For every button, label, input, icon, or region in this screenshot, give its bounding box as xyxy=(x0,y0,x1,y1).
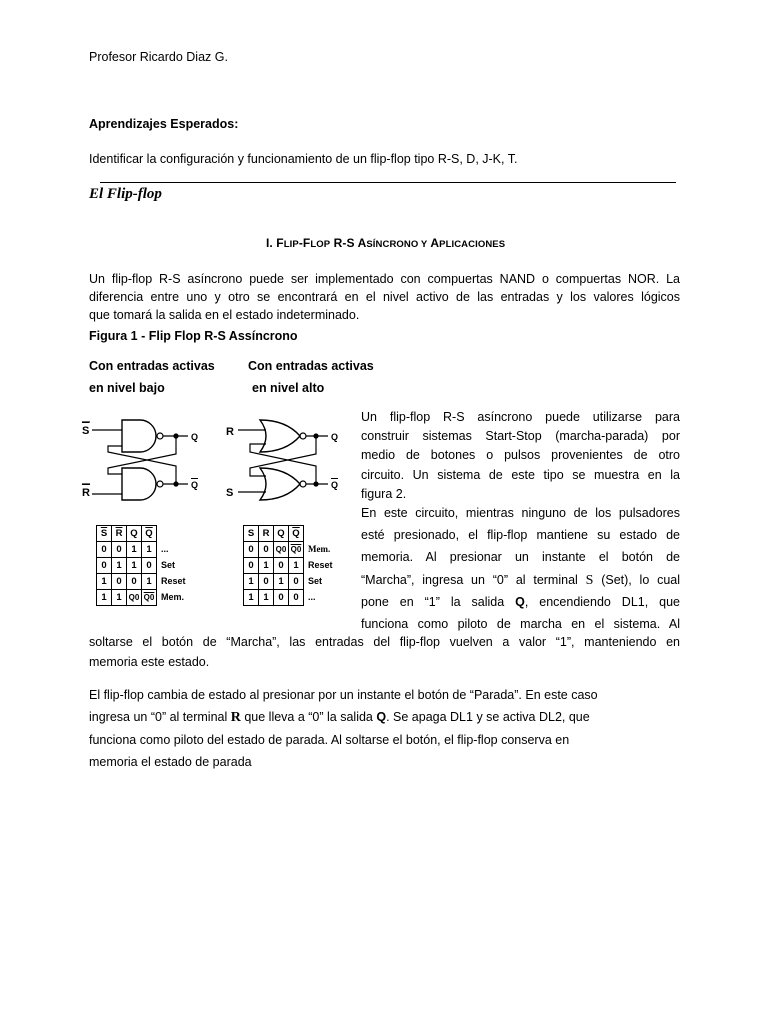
right-paragraph xyxy=(361,408,680,634)
table-cell: 1 xyxy=(112,590,127,606)
para3-line-1: El flip-flop cambia de estado al presionar por un instante el botón de “Parada”. En este caso xyxy=(89,688,598,702)
nand-input-bottom-label: R xyxy=(82,487,90,499)
intro-line-1: Un flip-flop R-S asíncrono puede ser implementado con compuertas NAND o compuertas NOR. La xyxy=(89,272,680,286)
para3-line-2: ingresa un “0” al terminal R que lleva a “0” la salida Q. Se apaga DL1 y se activa DL2, que xyxy=(89,710,590,725)
table-cell: 0 xyxy=(274,590,289,606)
para3-line-4: memoria el estado de parada xyxy=(89,755,252,769)
table-cell: 1 xyxy=(127,542,142,558)
table-header: $\overline{R}$ xyxy=(112,526,127,542)
table-note: ... xyxy=(308,592,316,602)
table-header-row xyxy=(97,526,200,542)
nor-input-bottom-label: S xyxy=(226,487,234,499)
table-row xyxy=(97,542,200,558)
table-cell: 1 xyxy=(112,558,127,574)
table-row xyxy=(97,590,200,606)
nand-gate-top xyxy=(122,420,156,452)
table-cell: 0 xyxy=(289,590,304,606)
right-line-1: Un flip-flop R-S asíncrono puede utilizarse para xyxy=(361,410,680,424)
table-row xyxy=(97,558,200,574)
label-high-line2: en nivel alto xyxy=(252,381,325,395)
table-cell: 0 xyxy=(274,558,289,574)
para2-line-1: En este circuito, mientras ninguno de los pulsadores xyxy=(361,506,680,521)
label-low-line1: Con entradas activas xyxy=(89,359,215,373)
table-row xyxy=(97,574,200,590)
para3 xyxy=(89,684,679,773)
table-cell: Q0 xyxy=(289,542,304,558)
table-header: $\overline{S}$ xyxy=(97,526,112,542)
table-note xyxy=(304,526,347,542)
table-cell: 0 xyxy=(259,574,274,590)
table-note: Mem. xyxy=(161,592,185,602)
nand-input-top-label: S xyxy=(82,425,90,437)
para2-line-2: esté presionado, el flip-flop mantiene su estado de xyxy=(361,528,680,543)
table-cell: 1 xyxy=(274,574,289,590)
table-cell: 0 xyxy=(142,558,157,574)
nor-gate-top xyxy=(260,420,300,452)
table-cell: Q0 xyxy=(274,542,289,558)
table-row xyxy=(244,558,347,574)
table-header-row xyxy=(244,526,347,542)
section-title: El Flip-flop xyxy=(89,186,162,202)
author-line: Profesor Ricardo Diaz G. xyxy=(89,50,228,64)
nand-flipflop-diagram xyxy=(80,410,220,506)
table-cell: 1 xyxy=(97,574,112,590)
section-heading: I. FLIP-FLOP R-S ASÍNCRONO Y APLICACIONES xyxy=(266,236,506,250)
table-cell: 0 xyxy=(97,542,112,558)
table-note: Reset xyxy=(308,560,333,570)
table-cell: 0 xyxy=(244,542,259,558)
table-cell: 1 xyxy=(142,542,157,558)
overbar-r xyxy=(82,484,90,485)
para2-line-7: soltarse el botón de “Marcha”, las entradas del flip-flop vuelven a valor “1”, manteniendo en xyxy=(89,635,680,649)
table-cell: 0 xyxy=(259,542,274,558)
para2-line-5: pone en “1” la salida Q, encendiendo DL1, que xyxy=(361,594,681,609)
table-header: S xyxy=(244,526,259,542)
para2-continued xyxy=(89,633,680,672)
right-line-2: construir sistemas Start-Stop (marcha-parada) por xyxy=(361,429,680,444)
table-note: Set xyxy=(161,560,176,570)
table-cell: 1 xyxy=(127,558,142,574)
right-line-4: circuito. Un sistema de este tipo se muestra en la xyxy=(361,467,680,482)
nor-input-top-label: R xyxy=(226,426,234,438)
table-row xyxy=(244,574,347,590)
intro-line-2: diferencia entre uno y otro se encontrará en el nivel activo de las entradas y los valores lógicos xyxy=(89,290,680,304)
overbar-q-nor xyxy=(331,478,338,479)
table-header: Q xyxy=(127,526,142,542)
para2-line-8: memoria este estado. xyxy=(89,654,210,669)
table-header: $\overline{Q}$ xyxy=(289,526,304,542)
nor-gate-bottom xyxy=(260,468,300,500)
label-high-line1: Con entradas activas xyxy=(248,359,374,373)
table-cell: 1 xyxy=(259,590,274,606)
objectives-text: Identificar la configuración y funcionamiento de un flip-flop tipo R-S, D, J-K, T. xyxy=(89,152,518,166)
table-cell: 0 xyxy=(289,574,304,590)
table-cell: 0 xyxy=(97,558,112,574)
table-header: Q xyxy=(274,526,289,542)
table-cell: 0 xyxy=(244,558,259,574)
table-header: $\overline{Q}$ xyxy=(142,526,157,542)
table-cell: 0 xyxy=(127,574,142,590)
right-line-3: medio de botones o pulsos provenientes de otro xyxy=(361,448,680,463)
table-cell: 1 xyxy=(244,574,259,590)
para2-line-3: memoria. Al presionar un instante el botón de xyxy=(361,550,680,565)
table-row xyxy=(244,542,347,558)
table-note: Set xyxy=(308,576,323,586)
intro-paragraph xyxy=(89,270,680,324)
objectives-title: Aprendizajes Esperados: xyxy=(89,117,239,131)
nor-output-top-label: Q xyxy=(331,432,339,442)
table-note: Reset xyxy=(161,576,186,586)
table-cell: 0 xyxy=(112,542,127,558)
table-note: Mem. xyxy=(308,544,331,554)
nand-gate-bottom xyxy=(122,468,156,500)
table-header: R xyxy=(259,526,274,542)
nand-truth-table xyxy=(96,525,200,606)
intro-line-3: que tomará la salida en el estado indeterminado. xyxy=(89,308,360,322)
para2-line-6: funciona como piloto de marcha en el sistema. Al xyxy=(361,617,680,632)
nor-output-bottom-label: Q xyxy=(331,480,339,490)
para2-line-4: “Marcha”, ingresa un “0” al terminal S (Set), lo cual xyxy=(361,572,681,588)
table-cell: 1 xyxy=(259,558,274,574)
table-cell: 1 xyxy=(97,590,112,606)
table-cell: 1 xyxy=(142,574,157,590)
overbar-q-nand xyxy=(191,478,198,479)
figure-caption: Figura 1 - Flip Flop R-S Assíncrono xyxy=(89,329,298,343)
table-note: ... xyxy=(161,544,169,554)
table-cell: 1 xyxy=(244,590,259,606)
nor-truth-table xyxy=(243,525,347,606)
horizontal-rule xyxy=(100,182,676,183)
table-cell: 0 xyxy=(112,574,127,590)
table-cell: Q0 xyxy=(142,590,157,606)
overbar-s xyxy=(82,422,89,423)
para3-line-3: funciona como piloto del estado de parada. Al soltarse el botón, el flip-flop conserva en xyxy=(89,733,570,747)
table-cell: Q0 xyxy=(127,590,142,606)
label-low-line2: en nivel bajo xyxy=(89,381,165,395)
table-row xyxy=(244,590,347,606)
table-note xyxy=(157,526,200,542)
nand-output-top-label: Q xyxy=(191,432,199,442)
right-line-5: figura 2. xyxy=(361,486,407,501)
nand-output-bottom-label: Q xyxy=(191,480,199,490)
table-cell: 1 xyxy=(289,558,304,574)
nor-flipflop-diagram xyxy=(222,410,362,506)
